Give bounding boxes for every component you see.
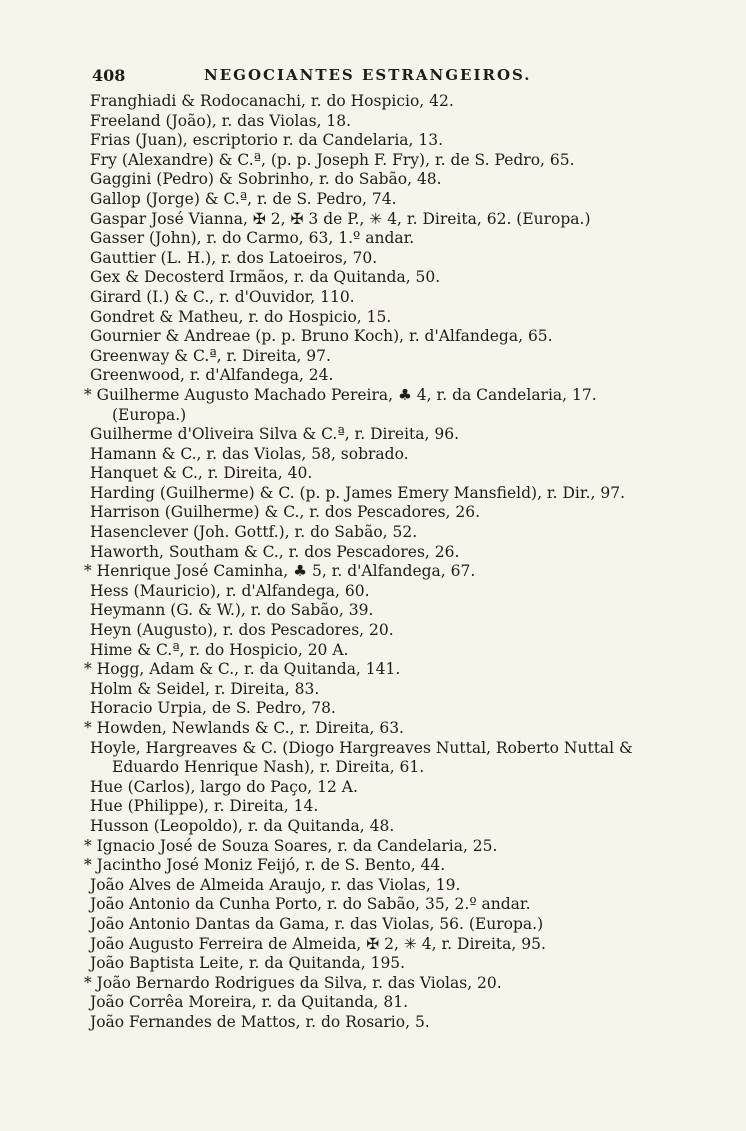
directory-entry: Hanquet & C., r. Direita, 40. [90, 464, 313, 483]
directory-entry: João Fernandes de Mattos, r. do Rosario, 5. [90, 1012, 430, 1031]
directory-entry: Hamann & C., r. das Violas, 58, sobrado. [90, 444, 409, 463]
directory-entry: Frias (Juan), escriptorio r. da Candelaria, 13. [90, 131, 444, 150]
directory-entry: Horacio Urpia, de S. Pedro, 78. [90, 699, 336, 718]
directory-entry: Gauttier (L. H.), r. dos Latoeiros, 70. [90, 248, 378, 267]
directory-entry: João Augusto Ferreira de Almeida, ✠ 2, ✳ 4, r. Direita, 95. [90, 934, 546, 953]
directory-entry: Gex & Decosterd Irmãos, r. da Quitanda, 50. [90, 268, 441, 287]
directory-entry: Fry (Alexandre) & C.ª, (p. p. Joseph F. Fry), r. de S. Pedro, 65. [90, 150, 575, 169]
directory-entry-continuation: Eduardo Henrique Nash), r. Direita, 61. [112, 758, 425, 777]
directory-list [84, 92, 690, 1033]
directory-entry: João Corrêa Moreira, r. da Quitanda, 81. [90, 993, 409, 1012]
directory-entry: João Alves de Almeida Araujo, r. das Violas, 19. [90, 875, 461, 894]
directory-entry: * Howden, Newlands & C., r. Direita, 63. [84, 719, 404, 737]
directory-entry: * Hogg, Adam & C., r. da Quitanda, 141. [84, 660, 401, 679]
directory-entry: Girard (I.) & C., r. d'Ouvidor, 110. [90, 287, 355, 306]
directory-entry: João Antonio da Cunha Porto, r. do Sabão, 35, 2.º andar. [90, 895, 531, 914]
directory-entry-continuation: (Europa.) [112, 405, 187, 424]
directory-entry: * Jacintho José Moniz Feijó, r. de S. Bento, 44. [84, 856, 446, 875]
directory-entry: João Baptista Leite, r. da Quitanda, 195. [90, 954, 406, 973]
directory-entry: Gondret & Matheu, r. do Hospicio, 15. [90, 307, 392, 326]
directory-entry: Greenway & C.ª, r. Direita, 97. [90, 346, 331, 365]
directory-entry: João Antonio Dantas da Gama, r. das Violas, 56. (Europa.) [90, 914, 544, 933]
directory-entry: Hoyle, Hargreaves & C. (Diogo Hargreaves Nuttal, Roberto Nuttal & [90, 738, 633, 757]
directory-entry: Harrison (Guilherme) & C., r. dos Pescadores, 26. [90, 503, 481, 522]
directory-entry: Guilherme d'Oliveira Silva & C.ª, r. Direita, 96. [90, 425, 460, 444]
directory-entry: Hue (Philippe), r. Direita, 14. [90, 797, 319, 816]
directory-entry: * Henrique José Caminha, ♣ 5, r. d'Alfandega, 67. [84, 562, 476, 581]
directory-entry: Gournier & Andreae (p. p. Bruno Koch), r. d'Alfandega, 65. [90, 327, 553, 346]
directory-entry: Husson (Leopoldo), r. da Quitanda, 48. [90, 816, 395, 835]
directory-entry: * Guilherme Augusto Machado Pereira, ♣ 4, r. da Candelaria, 17. [84, 385, 597, 404]
page-number: 408 [92, 66, 126, 85]
directory-entry: Greenwood, r. d'Alfandega, 24. [90, 366, 334, 385]
directory-entry: Heyn (Augusto), r. dos Pescadores, 20. [90, 621, 394, 640]
directory-entry: * João Bernardo Rodrigues da Silva, r. das Violas, 20. [84, 973, 502, 992]
directory-entry: Gallop (Jorge) & C.ª, r. de S. Pedro, 74. [90, 189, 397, 208]
page-header [92, 66, 692, 90]
running-title: NEGOCIANTES ESTRANGEIROS. [204, 66, 532, 84]
directory-entry: Franghiadi & Rodocanachi, r. do Hospicio, 42. [90, 92, 454, 110]
directory-entry: Gaspar José Vianna, ✠ 2, ✠ 3 de P., ✳ 4, r. Direita, 62. (Europa.) [90, 209, 591, 228]
directory-entry: Hess (Mauricio), r. d'Alfandega, 60. [90, 581, 370, 600]
directory-entry: Hasenclever (Joh. Gottf.), r. do Sabão, 52. [90, 523, 418, 542]
directory-entry: * Ignacio José de Souza Soares, r. da Candelaria, 25. [84, 836, 498, 855]
directory-entry: Gaggini (Pedro) & Sobrinho, r. do Sabão, 48. [90, 170, 442, 189]
directory-entry: Freeland (João), r. das Violas, 18. [90, 111, 352, 130]
directory-entry: Harding (Guilherme) & C. (p. p. James Emery Mansfield), r. Dir., 97. [90, 483, 626, 502]
directory-entry: Hue (Carlos), largo do Paço, 12 A. [90, 777, 358, 796]
directory-entry: Heymann (G. & W.), r. do Sabão, 39. [90, 601, 374, 620]
directory-entry: Hime & C.ª, r. do Hospicio, 20 A. [90, 640, 349, 659]
directory-entry: Haworth, Southam & C., r. dos Pescadores, 26. [90, 542, 460, 561]
directory-entry: Gasser (John), r. do Carmo, 63, 1.º andar. [90, 229, 415, 248]
directory-entry: Holm & Seidel, r. Direita, 83. [90, 679, 320, 698]
